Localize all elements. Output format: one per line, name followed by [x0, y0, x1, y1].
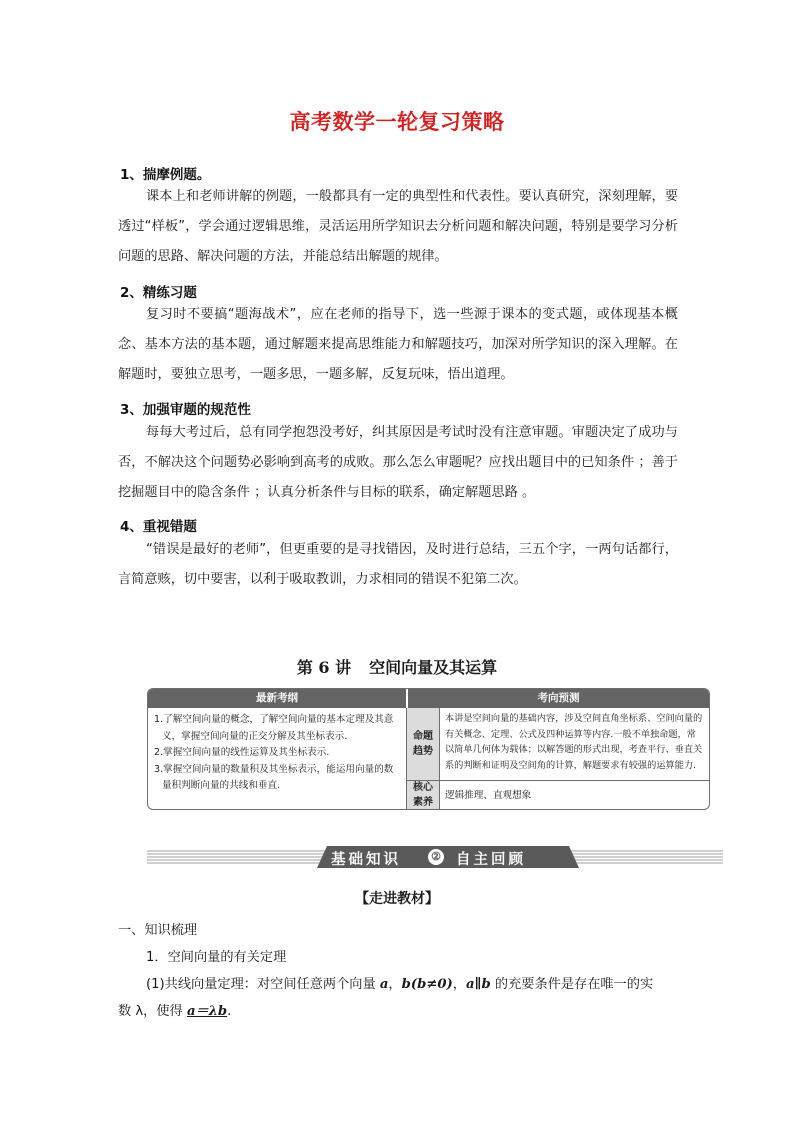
core-literacy-text: 逻辑推理、直观想象 — [445, 790, 532, 801]
theorem-heading: 1．空间向量的有关定理 — [146, 950, 287, 965]
page-title: 高考数学一轮复习策略 — [289, 110, 505, 134]
lecture-topic: 空间向量及其运算 — [369, 658, 498, 677]
trend-label: 命题趋势 — [407, 708, 439, 780]
theorem-line-2: 数 λ，使得 a＝λb. — [118, 1004, 232, 1019]
syllabus-list — [154, 712, 400, 795]
banner-left-text: 基础知识 — [331, 852, 401, 868]
knowledge-heading: 一、知识梳理 — [118, 923, 198, 938]
syllabus-item-2: 2.掌握空间向量的线性运算及其坐标表示. — [154, 747, 330, 758]
section-body-1: 课本上和老师讲解的例题，一般都具有一定的典型性和代表性。要认真研究，深刻理解，要透过“样板”，学会通过逻辑思维，灵活运用所学知识去分析问题和解决问题，特别是要学习分析问题的思路、解决问题的方法，并能总结出解题的规律。 — [118, 189, 678, 264]
section-body-2: 复习时不要搞“题海战术”，应在老师的指导下，选一些源于课本的变式题，或体现基本概念、基本方法的基本题，通过解题来提高思维能力和解题技巧，加深对所学知识的深入理解。在解题时，要独立思考，一题多思，一题多解，反复玩味，悟出道理。 — [118, 307, 678, 382]
section-banner — [147, 846, 723, 868]
syllabus-item-1: 1.了解空间向量的概念，了解空间向量的基本定理及其意义，掌握空间向量的正交分解及其坐标表示. — [154, 714, 394, 742]
lecture-number: 第 6 讲 — [296, 658, 352, 677]
section-body-3: 每每大考过后，总有同学抱怨没考好，纠其原因是考试时没有注意审题。审题决定了成功与否，不解决这个问题势必影响到高考的成败。那么怎么审题呢？应找出题目中的已知条件 ；善于挖掘题目中的隐含条件 ；认真分析条件与目标的联系，确定解题思路 。 — [118, 425, 678, 500]
banner-right-text: 自主回顾 — [456, 852, 526, 868]
section-heading-1: 1、揣摩例题。 — [120, 167, 211, 183]
syllabus-table — [147, 688, 710, 810]
theorem-line-1: (1)共线向量定理：对空间任意两个向量 a，b(b≠0)，a∥b 的充要条件是存在唯一的实 — [146, 977, 654, 992]
section-heading-2: 2、精练习题 — [120, 285, 197, 301]
syllabus-item-3: 3.掌握空间向量的数量积及其坐标表示，能运用向量的数量积判断向量的共线和垂直. — [154, 763, 394, 791]
forecast-header: 考向预测 — [408, 689, 709, 708]
syllabus-header: 最新考纲 — [148, 689, 406, 708]
section-body-4: “错误是最好的老师”，但更重要的是寻找错因，及时进行总结，三五个字，一两句话都行，言简意赅，切中要害，以利于吸取教训，力求相同的错误不犯第二次。 — [118, 542, 678, 587]
lecture-title — [0, 655, 794, 678]
section-heading-4: 4、重视错题 — [120, 519, 197, 535]
trend-text: 本讲是空间向量的基础内容，涉及空间直角坐标系、空间向量的有关概念、定理、公式及四种运算等内容.一般不单独命题，常以简单几何体为载体；以解答题的形式出现，考查平行、垂直关系的判断和证明及空间角的计算，解题要求有较强的运算能力. — [445, 713, 703, 771]
banner-number-badge: ② — [427, 848, 445, 866]
section-heading-3: 3、加强审题的规范性 — [120, 402, 251, 418]
core-label: 核心素养 — [407, 781, 439, 809]
collinear-formula: a＝λb — [186, 1004, 228, 1019]
subsection-title: 【走进教材】 — [355, 891, 439, 907]
